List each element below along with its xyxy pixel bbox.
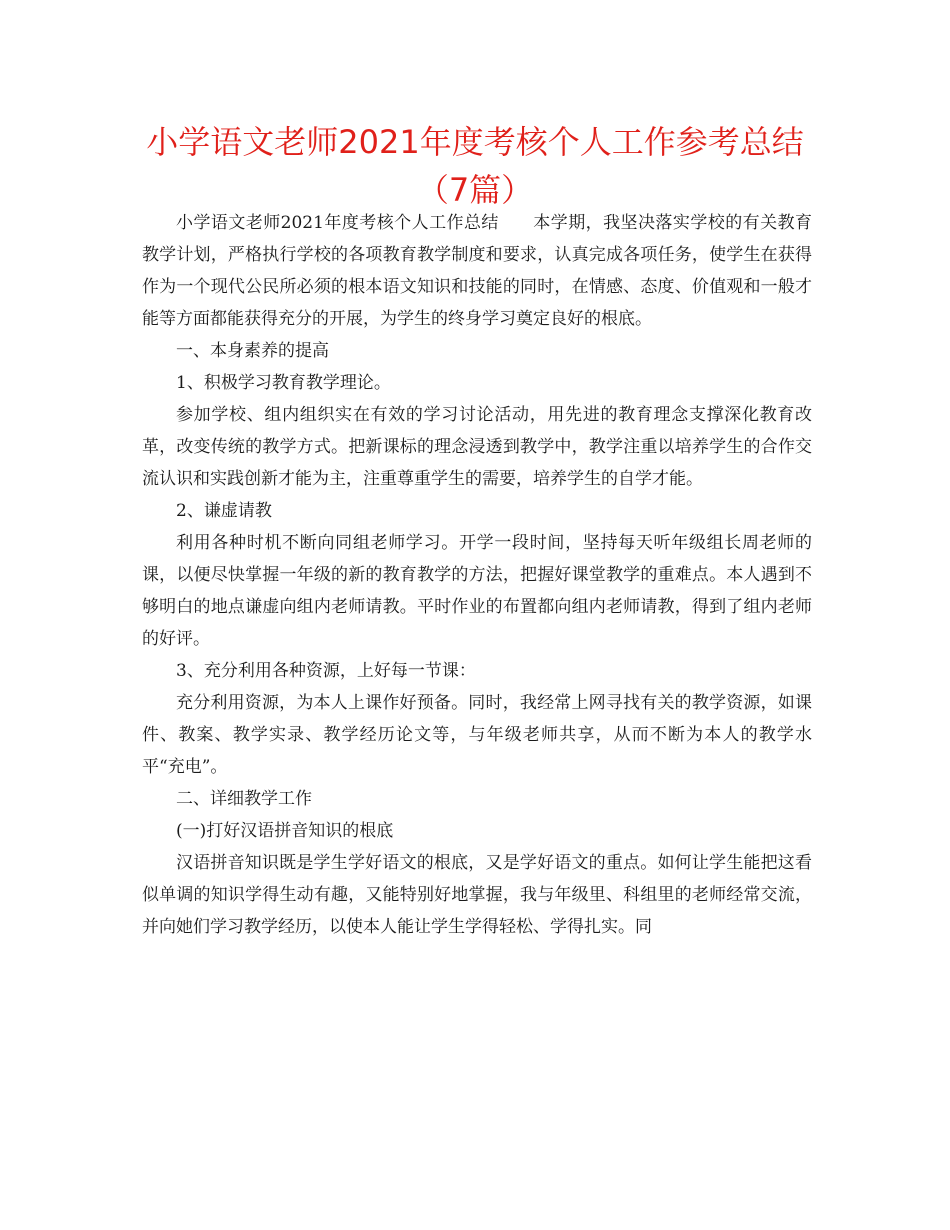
paragraph-1-2: 利用各种时机不断向同组老师学习。开学一段时间，坚持每天听年级组长周老师的课，以便尽快掌握一年级的新的教育教学的方法，把握好课堂教学的重难点。本人遇到不够明白的地点谦虚向组内老师请教。平时作业的布置都向组内老师请教，得到了组内老师的好评。 xyxy=(142,533,812,649)
paragraph-2-1: 汉语拼音知识既是学生学好语文的根底，又是学好语文的重点。如何让学生能把这看似单调的知识学得生动有趣，又能特别好地掌握，我与年级里、科组里的老师经常交流，并向她们学习教学经历，以使本人能让学生学得轻松、学得扎实。同 xyxy=(142,853,812,937)
title-line-1: 小学语文老师2021年度考核个人工作参考总结 xyxy=(146,123,804,161)
intro-heading: 小学语文老师2021年度考核个人工作总结 xyxy=(176,213,499,233)
subheading-2-1: (一)打好汉语拼音知识的根底 xyxy=(176,821,394,841)
paragraph-1-1: 参加学校、组内组织实在有效的学习讨论活动，用先进的教育理念支撑深化教育改革，改变传统的教学方式。把新课标的理念浸透到教学中，教学注重以培养学生的合作交流认识和实践创新才能为主，注重尊重学生的需要，培养学生的自学才能。 xyxy=(142,405,812,489)
subheading-1-1: 1、积极学习教育教学理论。 xyxy=(176,373,391,393)
document-body xyxy=(142,207,812,943)
section-heading-1: 一、本身素养的提高 xyxy=(176,341,329,361)
subheading-1-3: 3、充分利用各种资源，上好每一节课： xyxy=(176,661,476,681)
paragraph-intro xyxy=(142,207,812,335)
intro-text: 本学期，我坚决落实学校的有关教育教学计划，严格执行学校的各项教育教学制度和要求，认真完成各项任务，使学生在获得作为一个现代公民所必须的根本语文知识和技能的同时，在情感、态度、价值观和一般才能等方面都能获得充分的开展，为学生的终身学习奠定良好的根底。 xyxy=(142,213,813,329)
title-line-2: （7篇） xyxy=(416,171,534,209)
paragraph-1-3: 充分利用资源，为本人上课作好预备。同时，我经常上网寻找有关的教学资源，如课件、教案、教学实录、教学经历论文等，与年级老师共享，从而不断为本人的教学水平“充电”。 xyxy=(142,693,812,777)
document-title xyxy=(100,118,850,214)
section-heading-2: 二、详细教学工作 xyxy=(176,789,312,809)
subheading-1-2: 2、谦虚请教 xyxy=(176,501,272,521)
